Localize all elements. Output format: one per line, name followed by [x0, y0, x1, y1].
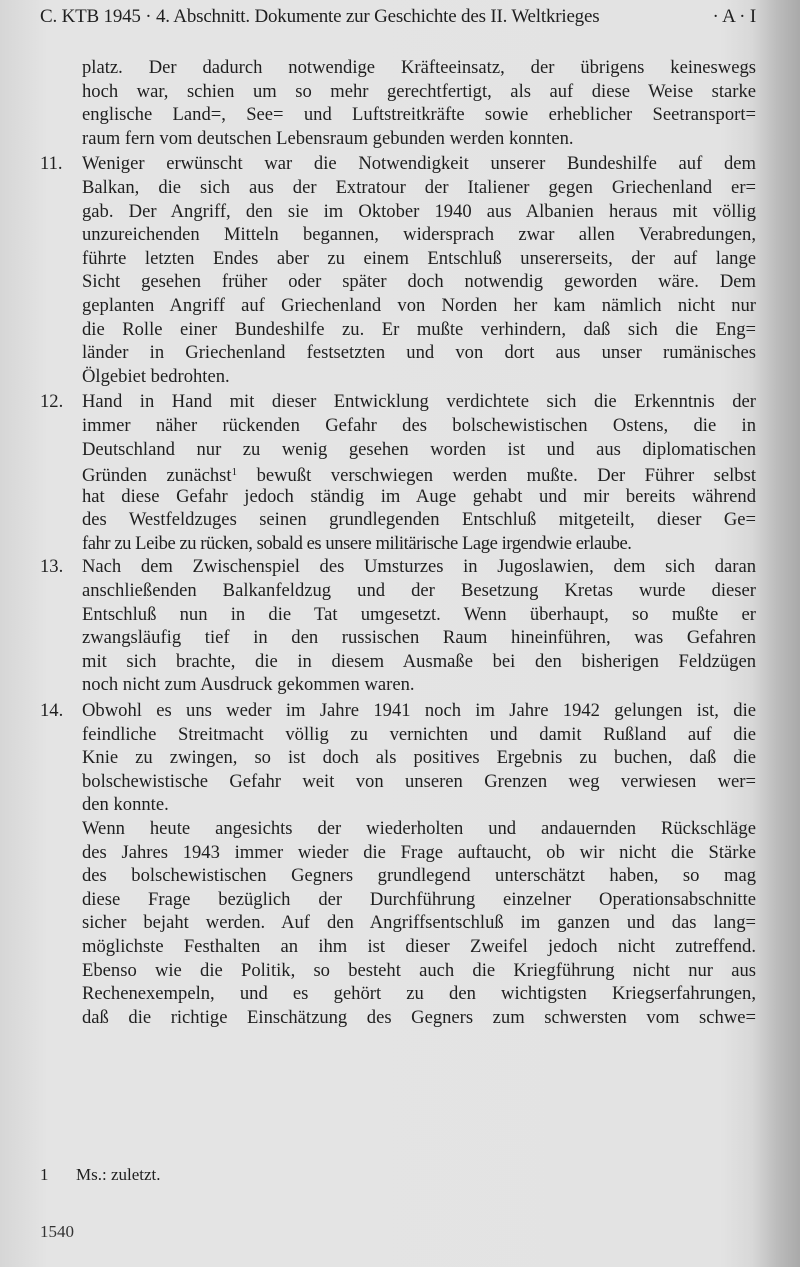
text-line: immer näher rückenden Gefahr des bolschewistischen Ostens, die in [82, 414, 756, 436]
paragraph-number: 13. [40, 556, 64, 578]
text-line: mit sich brachte, die in diesem Ausmaße bei den bisherigen Feldzügen [82, 650, 756, 672]
footnote-reference[interactable]: 1 [231, 466, 238, 479]
text-line: daß die richtige Einschätzung des Gegners zum schwersten vom schwe= [82, 1006, 756, 1028]
paragraph-13 [40, 555, 756, 697]
text-line: Wenn heute angesichts der wiederholten und andauernden Rückschläge [82, 818, 756, 839]
page-body [40, 56, 756, 1029]
running-header [40, 6, 756, 28]
text-line: noch nicht zum Ausdruck gekommen waren. [82, 674, 415, 696]
running-header-title: C. KTB 1945 · 4. Abschnitt. Dokumente zur Geschichte des II. Weltkrieges [40, 6, 600, 27]
text-line: unzureichenden Mitteln begannen, widersprach zwar allen Verabredungen, [82, 224, 756, 246]
text-line: hoch war, schien um so mehr gerechtfertigt, als auf diese Weise starke [82, 80, 756, 102]
text-line: Hand in Hand mit dieser Entwicklung verdichtete sich die Erkenntnis der [82, 391, 756, 413]
text-line: den konnte. [82, 794, 169, 816]
text-line: führte letzten Endes aber zu einem Entschluß unsererseits, der auf lange [82, 247, 756, 269]
text-line: Deutschland nur zu wenig gesehen worden ist und aus diplomatischen [82, 438, 756, 460]
text-line: Ölgebiet bedrohten. [82, 365, 230, 387]
text-line: sicher bejaht werden. Auf den Angriffsentschluß im ganzen und das lang= [82, 912, 756, 934]
text-line: anschließenden Balkanfeldzug und der Besetzung Kretas wurde dieser [82, 580, 756, 602]
text-line: hat diese Gefahr jedoch ständig im Auge gehabt und mir bereits während [82, 485, 756, 507]
paragraph-12 [40, 390, 756, 555]
text-line: englische Land=, See= und Luftstreitkräfte sowie erheblicher Seetransport= [82, 104, 756, 126]
text-line: Entschluß nun in die Tat umgesetzt. Wenn überhaupt, so mußte er [82, 603, 756, 625]
text-line: Obwohl es uns weder im Jahre 1941 noch im Jahre 1942 gelungen ist, die [82, 700, 756, 722]
continuation-paragraph [40, 56, 756, 150]
paragraph-number: 11. [40, 153, 63, 175]
text-line: bolschewistische Gefahr weit von unseren Grenzen weg verwiesen wer= [82, 770, 756, 792]
text-line: geplanten Angriff auf Griechenland von Norden her kam nämlich nicht nur [82, 294, 756, 316]
text-fragment: Gründen zunächst [82, 465, 232, 487]
text-line: Rechenexempeln, und es gehört zu den wichtigsten Kriegserfahrungen, [82, 983, 756, 1005]
text-fragment: bewußt verschwiegen werden mußte. Der Führer selbst [256, 465, 756, 487]
text-line: Nach dem Zwischenspiel des Umsturzes in Jugoslawien, dem sich daran [82, 556, 756, 578]
paragraph-14-continued [40, 817, 756, 1029]
paragraph-11 [40, 152, 756, 388]
text-line [82, 461, 756, 485]
running-header-section: · A · I [712, 6, 756, 27]
page-number: 1540 [40, 1222, 74, 1241]
footnote-text: Ms.: zuletzt. [76, 1165, 161, 1184]
footnote-number: 1 [40, 1165, 49, 1184]
text-line: diese Frage bezüglich der Durchführung einzelner Operationsabschnitte [82, 888, 756, 910]
text-line: Balkan, die sich aus der Extratour der Italiener gegen Griechenland er= [82, 176, 756, 198]
paragraph-14 [40, 699, 756, 817]
text-line: die Rolle einer Bundeshilfe zu. Er mußte verhindern, daß sich die Eng= [82, 318, 756, 340]
text-line: raum fern vom deutschen Lebensraum gebunden werden konnten. [82, 127, 574, 149]
text-line: des Jahres 1943 immer wieder die Frage auftaucht, ob wir nicht die Stärke [82, 841, 756, 863]
text-line: feindliche Streitmacht völlig zu vernichten und damit Rußland auf die [82, 723, 756, 745]
text-line: länder in Griechenland festsetzten und von dort aus unser rumänisches [82, 342, 756, 364]
footnote [40, 1165, 161, 1185]
text-line: Weniger erwünscht war die Notwendigkeit unserer Bundeshilfe auf dem [82, 153, 756, 175]
text-line: Ebenso wie die Politik, so besteht auch die Kriegführung nicht nur aus [82, 959, 756, 981]
paragraph-number: 12. [40, 391, 64, 413]
paragraph-number: 14. [40, 700, 64, 722]
text-line: fahr zu Leibe zu rücken, sobald es unsere militärische Lage irgendwie erlaube. [82, 532, 632, 554]
text-line: zwangsläufig tief in den russischen Raum hineinführen, was Gefahren [82, 627, 756, 649]
text-line: Sicht gesehen früher oder später doch notwendig geworden wäre. Dem [82, 271, 756, 293]
text-line: des bolschewistischen Gegners grundlegend unterschätzt haben, so mag [82, 865, 756, 887]
text-line: platz. Der dadurch notwendige Kräfteeinsatz, der übrigens keineswegs [82, 57, 756, 78]
text-line: Knie zu zwingen, so ist doch als positives Ergebnis zu buchen, daß die [82, 747, 756, 769]
text-line: gab. Der Angriff, den sie im Oktober 1940 aus Albanien heraus mit völlig [82, 200, 756, 222]
text-line: des Westfeldzuges seinen grundlegenden Entschluß mitgeteilt, dieser Ge= [82, 509, 756, 531]
text-line: möglichste Festhalten an ihm ist dieser Zweifel jedoch nicht zutreffend. [82, 935, 756, 957]
